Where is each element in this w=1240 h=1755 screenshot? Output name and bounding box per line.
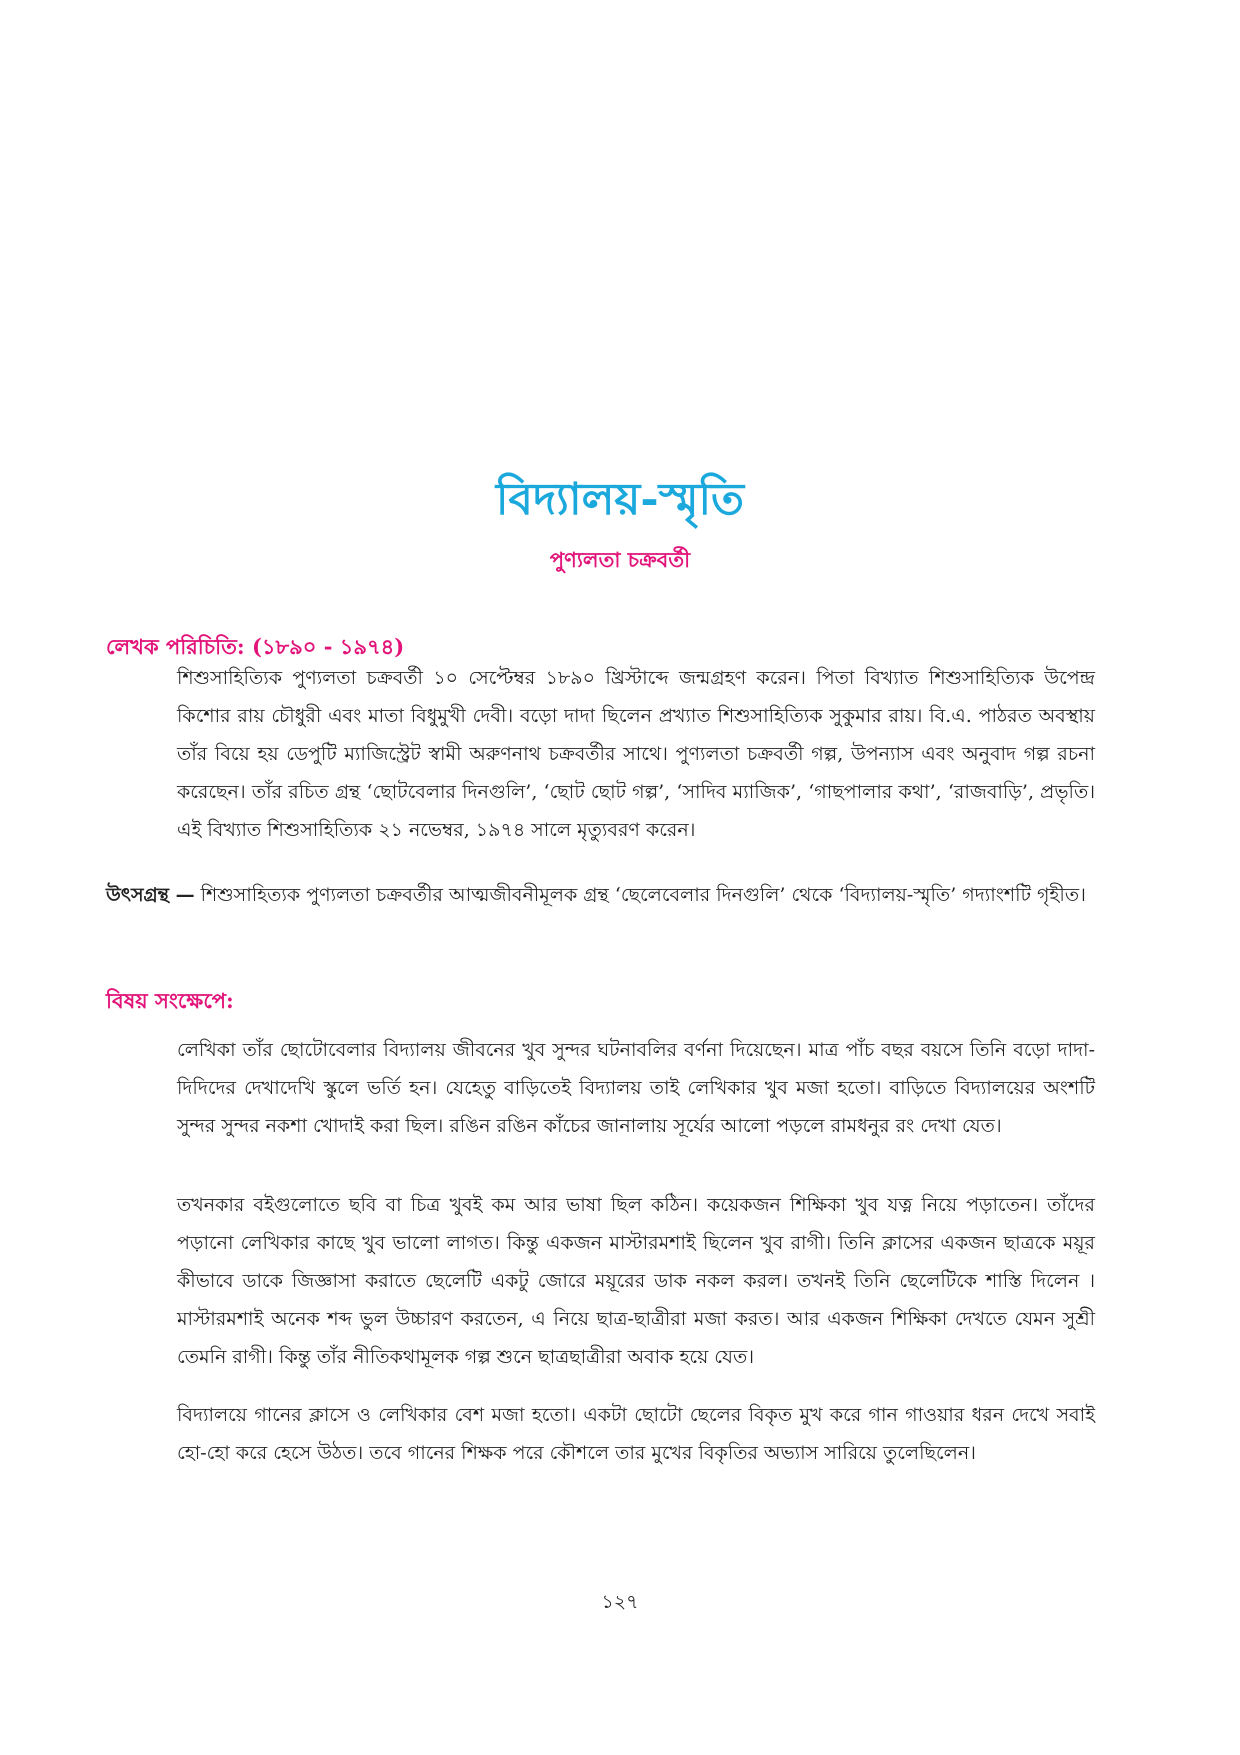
source-paragraph [106,876,1096,914]
page-title: বিদ্যালয়-স্মৃতি [495,474,745,525]
summary-heading: বিষয় সংক্ষেপে: [106,988,234,1013]
author-intro-paragraph: শিশুসাহিত্যিক পুণ্যলতা চক্রবর্তী ১০ সেপ্টেম্বর ১৮৯০ খ্রিস্টাব্দে জন্মগ্রহণ করেন। পিতা বিখ্যাত শিশুসাহিত্যিক উপেন্দ্র কিশোর রায় চৌধুরী এবং মাতা বিধুমুখী দেবী। বড়ো দাদা ছিলেন প্রখ্যাত শিশুসাহিত্যিক সুকুমার রায়। বি.এ. পাঠরত অবস্থায় তাঁর বিয়ে হয় ডেপুটি ম্যাজিস্ট্রেট স্বামী অরুণনাথ চক্রবর্তীর সাথে। পুণ্যলতা চক্রবর্তী গল্প, উপন্যাস এবং অনুবাদ গল্প রচনা করেছেন। তাঁর রচিত গ্রন্থ ‘ছোটবেলার দিনগুলি’, ‘ছোট ছোট গল্প’, ‘সাদিব ম্যাজিক’, ‘গাছপালার কথা’, ‘রাজবাড়ি’, প্রভৃতি। এই বিখ্যাত শিশুসাহিত্যিক ২১ নভেম্বর, ১৯৭৪ সালে মৃত্যুবরণ করেন। [177,667,1095,841]
source-text: শিশুসাহিত্যক পুণ্যলতা চক্রবর্তীর আত্মজীবনীমূলক গ্রন্থ ‘ছেলেবেলার দিনগুলি’ থেকে ‘বিদ্যালয়-স্মৃতি’ গদ্যাংশটি গৃহীত। [200,884,1086,906]
author-intro-heading: লেখক পরিচিতি: (১৮৯০ - ১৯৭৪) [106,634,405,659]
summary-paragraph-2: তখনকার বইগুলোতে ছবি বা চিত্র খুবই কম আর ভাষা ছিল কঠিন। কয়েকজন শিক্ষিকা খুব যত্ন নিয়ে পড়াতেন। তাঁদের পড়ানো লেখিকার কাছে খুব ভালো লাগত। কিন্তু একজন মাস্টারমশাই ছিলেন খুব রাগী। তিনি ক্লাসের একজন ছাত্রকে ময়ূর কীভাবে ডাকে জিজ্ঞাসা করাতে ছেলেটি একটু জোরে ময়ূরের ডাক নকল করল। তখনই তিনি ছেলেটিকে শাস্তি দিলেন । মাস্টারমশাই অনেক শব্দ ভুল উচ্চারণ করতেন, এ নিয়ে ছাত্র-ছাত্রীরা মজা করত। আর একজন শিক্ষিকা দেখতে যেমন সুশ্রী তেমনি রাগী। কিন্তু তাঁর নীতিকথামূলক গল্প শুনে ছাত্রছাত্রীরা অবাক হয়ে যেত। [177,1194,1095,1368]
source-label: উৎসগ্রন্থ — [106,884,195,906]
page-number: ১২৭ [601,1591,639,1613]
summary-paragraph-3: বিদ্যালয়ে গানের ক্লাসে ও লেখিকার বেশ মজা হতো। একটা ছোটো ছেলের বিকৃত মুখ করে গান গাওয়ার ধরন দেখে সবাই হো-হো করে হেসে উঠত। তবে গানের শিক্ষক পরে কৌশলে তার মুখের বিকৃতির অভ্যাস সারিয়ে তুলেছিলেন। [177,1404,1095,1464]
summary-paragraph-1: লেখিকা তাঁর ছোটোবেলার বিদ্যালয় জীবনের খুব সুন্দর ঘটনাবলির বর্ণনা দিয়েছেন। মাত্র পাঁচ বছর বয়সে তিনি বড়ো দাদা-দিদিদের দেখাদেখি স্কুলে ভর্তি হন। যেহেতু বাড়িতেই বিদ্যালয় তাই লেখিকার খুব মজা হতো। বাড়িতে বিদ্যালয়ের অংশটি সুন্দর সুন্দর নকশা খোদাই করা ছিল। রঙিন রঙিন কাঁচের জানালায় সূর্যের আলো পড়লে রামধনুর রং দেখা যেত। [177,1039,1095,1137]
author-name: পুণ্যলতা চক্রবর্তী [549,547,691,572]
